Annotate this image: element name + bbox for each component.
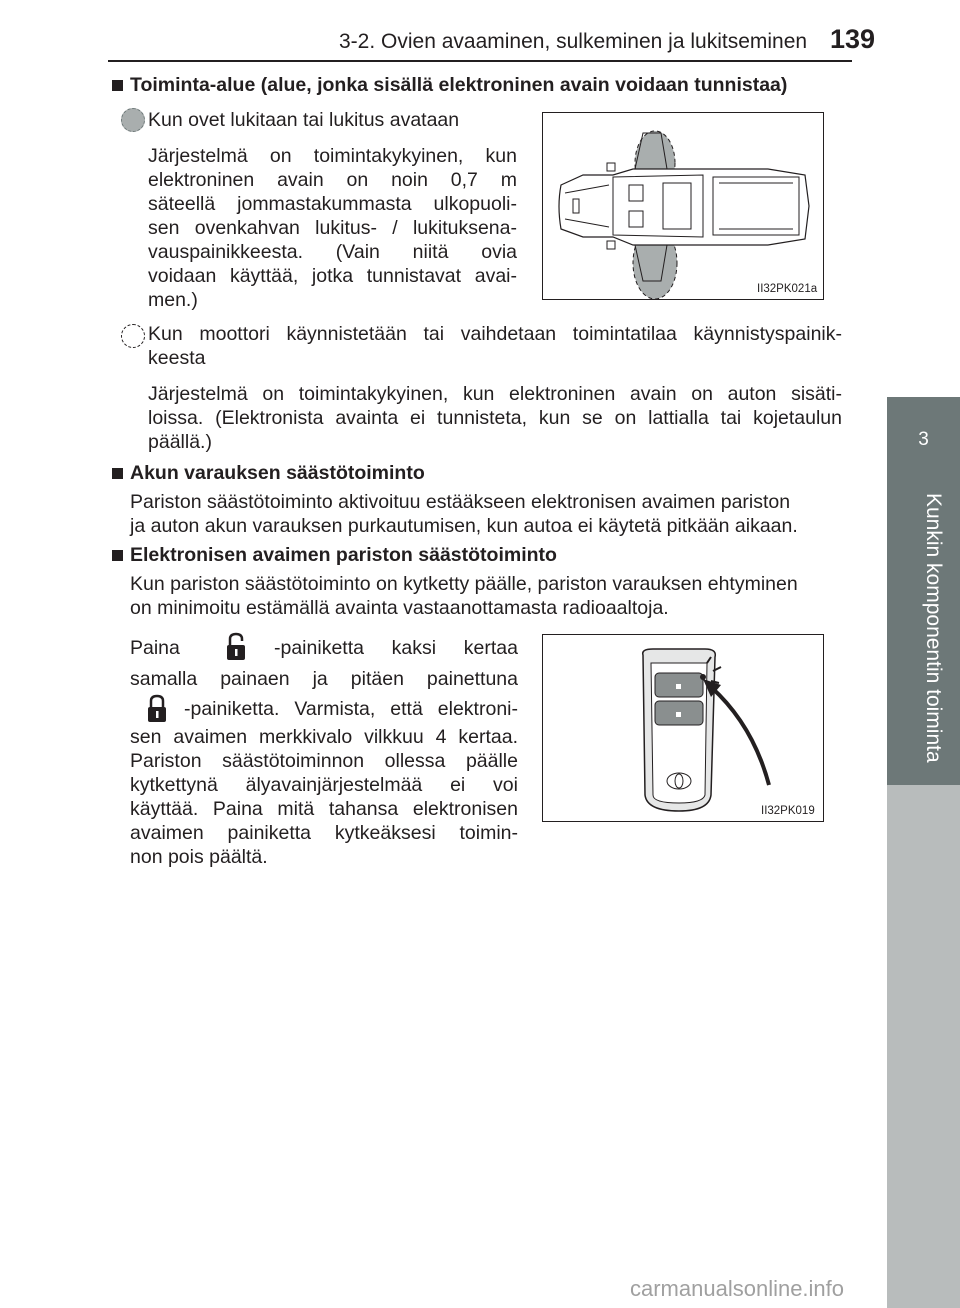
side-strip xyxy=(887,785,960,1308)
item1-line: vauspainikkeesta. (Vain niitä ovia xyxy=(148,241,517,263)
instruction-line: avaimen painiketta kytkeäksesi toimin- xyxy=(130,822,518,844)
item2-title-line: Kun moottori käynnistetään tai vaihdetaan toimintatilaa käynnistyspainik- xyxy=(148,323,842,345)
chapter-number: 3 xyxy=(918,429,929,450)
section-bullet xyxy=(112,550,123,561)
section-bullet xyxy=(112,80,123,91)
instruction-line: Pariston säästötoiminnon ollessa päälle xyxy=(130,750,518,772)
interior-marker-icon xyxy=(121,324,145,348)
section-heading-operating-range: Toiminta-alue (alue, jonka sisällä elektroninen avain voidaan tunnistaa) xyxy=(130,74,788,96)
item2-line: päällä.) xyxy=(148,431,212,453)
car-top-view-illustration xyxy=(543,113,823,299)
instruction-line3: -painiketta. Varmista, että elektroni- xyxy=(184,698,518,720)
pointer-arrow xyxy=(711,687,769,785)
page-number: 139 xyxy=(830,24,876,54)
header-rule xyxy=(108,60,852,62)
car-body xyxy=(559,169,809,245)
item1-line: sen ovenkahvan lukitus- / lukituksena- xyxy=(148,217,517,239)
figure-id: II32PK021a xyxy=(757,283,818,295)
lock-icon xyxy=(146,694,168,724)
section-heading-battery-saving: Akun varauksen säästötoiminto xyxy=(130,462,425,484)
item2-title-line: keesta xyxy=(148,347,206,369)
running-header: 3-2. Ovien avaaminen, sulkeminen ja lukitseminen xyxy=(339,30,808,53)
section-bullet xyxy=(112,468,123,479)
item2-line: Järjestelmä on toimintakykyinen, kun elektroninen avain on auton sisäti- xyxy=(148,383,842,405)
item1-line: voidaan käyttää, jotka tunnistavat avai- xyxy=(148,265,517,287)
item1-line: Järjestelmä on toimintakykyinen, kun xyxy=(148,145,517,167)
section3-line: on minimoitu estämällä avainta vastaanottamasta radioaaltoja. xyxy=(130,597,669,619)
unlock-icon xyxy=(225,632,247,662)
figure-car-top-view xyxy=(542,112,824,300)
item1-line: säteellä jommastakummasta ulkopuoli- xyxy=(148,193,517,215)
chapter-label: Kunkin komponentin toiminta xyxy=(922,493,945,763)
instruction-line: kytkettynä älyavainjärjestelmää ei voi xyxy=(130,774,518,796)
watermark: carmanualsonline.info xyxy=(630,1276,845,1301)
section3-line: Kun pariston säästötoiminto on kytketty päälle, pariston varauksen ehtyminen xyxy=(130,573,798,595)
instruction-line1: -painiketta kaksi kertaa xyxy=(274,637,518,659)
figure-smart-key xyxy=(542,634,824,822)
range-marker-icon xyxy=(121,108,145,132)
section2-line: Pariston säästötoiminto aktivoituu estääkseen elektronisen avaimen pariston xyxy=(130,491,791,513)
instruction-line: non pois päältä. xyxy=(130,846,268,868)
section2-line: ja auton akun varauksen purkautumisen, kun autoa ei käytetä pitkään aikaan. xyxy=(130,515,798,537)
figure-id: II32PK019 xyxy=(761,805,815,817)
section-heading-key-battery-saving: Elektronisen avaimen pariston säästötoiminto xyxy=(130,544,557,566)
instruction-press: Paina xyxy=(130,637,180,659)
chapter-side-tab[interactable] xyxy=(887,397,960,785)
item1-line: men.) xyxy=(148,289,198,311)
item2-line: loissa. (Elektronista avainta ei tunnisteta, kun se on lattialla tai kojetaulun xyxy=(148,407,842,429)
item1-line: elektroninen avain on noin 0,7 m xyxy=(148,169,517,191)
smart-key-illustration xyxy=(543,635,823,821)
instruction-line: käyttää. Paina mitä tahansa elektronisen xyxy=(130,798,518,820)
indicator-light xyxy=(700,674,706,680)
instruction-line: sen avaimen merkkivalo vilkkuu 4 kertaa. xyxy=(130,726,518,748)
item1-title: Kun ovet lukitaan tai lukitus avataan xyxy=(148,109,460,131)
instruction-line2: samalla painaen ja pitäen painettuna xyxy=(130,668,518,690)
